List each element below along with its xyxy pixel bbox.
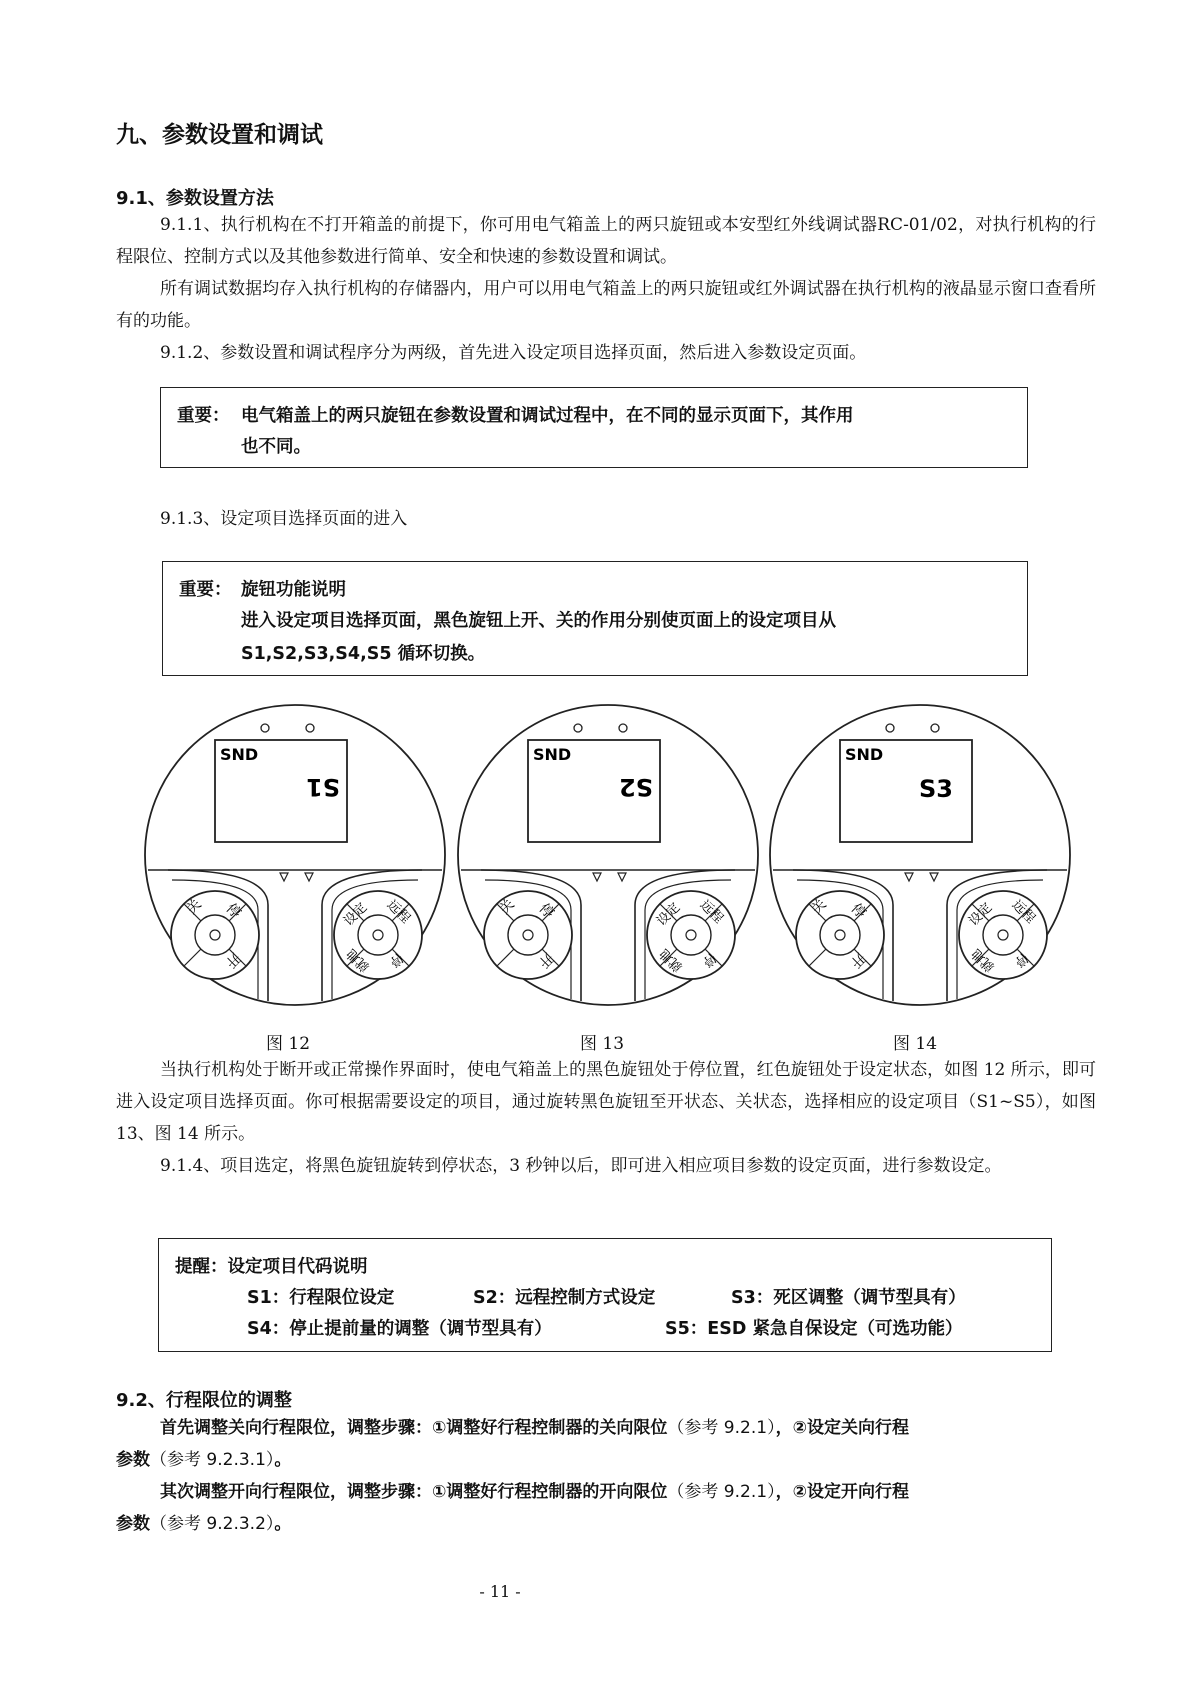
- knob-label-stop-red: 停: [385, 949, 406, 970]
- important-note-box-2: [162, 561, 1028, 676]
- figure-caption-14: 图 14: [893, 1034, 938, 1054]
- reminder-label: 提醒：设定项目代码说明: [175, 1257, 368, 1277]
- paragraph-figure-explanation: 当执行机构处于断开或正常操作界面时，使电气箱盖上的黑色旋钮处于停位置，红色旋钮处于设定状态，如图 12 所示，即可进入设定项目选择页面。你可根据需要设定的项目，通过旋转黑色旋钮至开状态、关状态，选择相应的设定项目（S1~S5），如图 13、图 14 所示。: [116, 1060, 1096, 1144]
- paragraph-9-1-3: 9.1.3、设定项目选择页面的进入: [160, 509, 408, 529]
- travel-open-line-2: 参数（参考 9.2.3.2）。: [116, 1514, 292, 1534]
- lcd-label: SND: [533, 745, 572, 764]
- knob-label-stop: 停: [847, 900, 869, 922]
- knob-label-local: 就地: [656, 945, 686, 975]
- lcd-label: SND: [845, 745, 884, 764]
- knob-label-close: 关: [496, 896, 518, 918]
- knob-label-stop: 停: [222, 900, 244, 922]
- figure-14-device: [770, 705, 1070, 1005]
- important-note-box-1: [160, 387, 1028, 468]
- knob-label-stop-red: 停: [698, 949, 719, 970]
- knob-label-local: 就地: [343, 945, 373, 975]
- knob-label-open: 开: [846, 949, 869, 971]
- figure-caption-12: 图 12: [266, 1034, 311, 1054]
- lcd-label: SND: [220, 745, 259, 764]
- note-label: 重要：: [179, 580, 232, 600]
- knob-figures: [0, 700, 1200, 1030]
- travel-open-line-1: 其次调整开向行程限位，调整步骤：①调整好行程控制器的开向限位（参考 9.2.1），②设定开向行程: [160, 1482, 909, 1502]
- lcd-code: S1: [306, 773, 340, 801]
- code-s1: S1：行程限位设定: [247, 1288, 395, 1308]
- paragraph-storage: 所有调试数据均存入执行机构的存储器内，用户可以用电气箱盖上的两只旋钮或红外调试器在执行机构的液晶显示窗口查看所有的功能。: [116, 279, 1096, 331]
- paragraph-9-1-1: 9.1.1、执行机构在不打开箱盖的前提下，你可用电气箱盖上的两只旋钮或本安型红外线调试器RC-01/02，对执行机构的行程限位、控制方式以及其他参数进行简单、安全和快速的参数设置和调试。: [116, 215, 1096, 267]
- code-s4: S4：停止提前量的调整（调节型具有）: [247, 1319, 552, 1339]
- page-number: - 11 -: [479, 1582, 521, 1601]
- code-s5: S5：ESD 紧急自保设定（可选功能）: [665, 1319, 963, 1339]
- figure-13-device: [458, 705, 758, 1005]
- knob-label-open: 开: [534, 949, 557, 971]
- code-s3: S3：死区调整（调节型具有）: [731, 1288, 966, 1308]
- note-text-line-1: 旋钮功能说明: [241, 580, 346, 600]
- code-s2: S2：远程控制方式设定: [473, 1288, 656, 1308]
- travel-close-line-2: 参数（参考 9.2.3.1）。: [116, 1450, 292, 1470]
- knob-label-set: 设定: [966, 900, 996, 930]
- note-text-line-2: 进入设定项目选择页面，黑色旋钮上开、关的作用分别使页面上的设定项目从: [241, 611, 836, 631]
- paragraph-9-1-4: 9.1.4、项目选定，将黑色旋钮旋转到停状态，3 秒钟以后，即可进入相应项目参数的设定页面，进行参数设定。: [160, 1156, 1002, 1176]
- knob-label-remote: 远程: [1008, 897, 1038, 927]
- figure-12-device: [145, 705, 445, 1005]
- knob-label-remote: 远程: [696, 897, 726, 927]
- knob-label-stop: 停: [535, 900, 557, 922]
- lcd-code: S3: [919, 775, 953, 803]
- knob-label-stop-red: 停: [1010, 949, 1031, 970]
- knob-label-close: 关: [808, 896, 830, 918]
- knob-label-open: 开: [221, 949, 244, 971]
- subsection-title-9-1: 9.1、参数设置方法: [116, 188, 274, 209]
- paragraph-9-1-2: 9.1.2、参数设置和调试程序分为两级，首先进入设定项目选择页面，然后进入参数设定页面。: [160, 343, 867, 363]
- note-label: 重要：: [177, 406, 230, 426]
- knob-label-local: 就地: [968, 945, 998, 975]
- knob-label-close: 关: [183, 896, 205, 918]
- figure-caption-13: 图 13: [580, 1034, 625, 1054]
- note-text-line-1: 电气箱盖上的两只旋钮在参数设置和调试过程中，在不同的显示页面下，其作用: [241, 406, 854, 426]
- subsection-title-9-2: 9.2、行程限位的调整: [116, 1390, 292, 1411]
- note-text-line-2: 也不同。: [241, 437, 311, 457]
- knob-label-set: 设定: [654, 900, 684, 930]
- travel-close-line-1: 首先调整关向行程限位，调整步骤：①调整好行程控制器的关向限位（参考 9.2.1），②设定关向行程: [160, 1418, 909, 1438]
- section-heading: 九、参数设置和调试: [116, 122, 323, 148]
- knob-label-set: 设定: [341, 900, 371, 930]
- note-text-line-3: S1,S2,S3,S4,S5 循环切换。: [241, 644, 486, 664]
- lcd-code: S2: [619, 773, 653, 801]
- reminder-note-box: [158, 1238, 1052, 1352]
- knob-label-remote: 远程: [383, 897, 413, 927]
